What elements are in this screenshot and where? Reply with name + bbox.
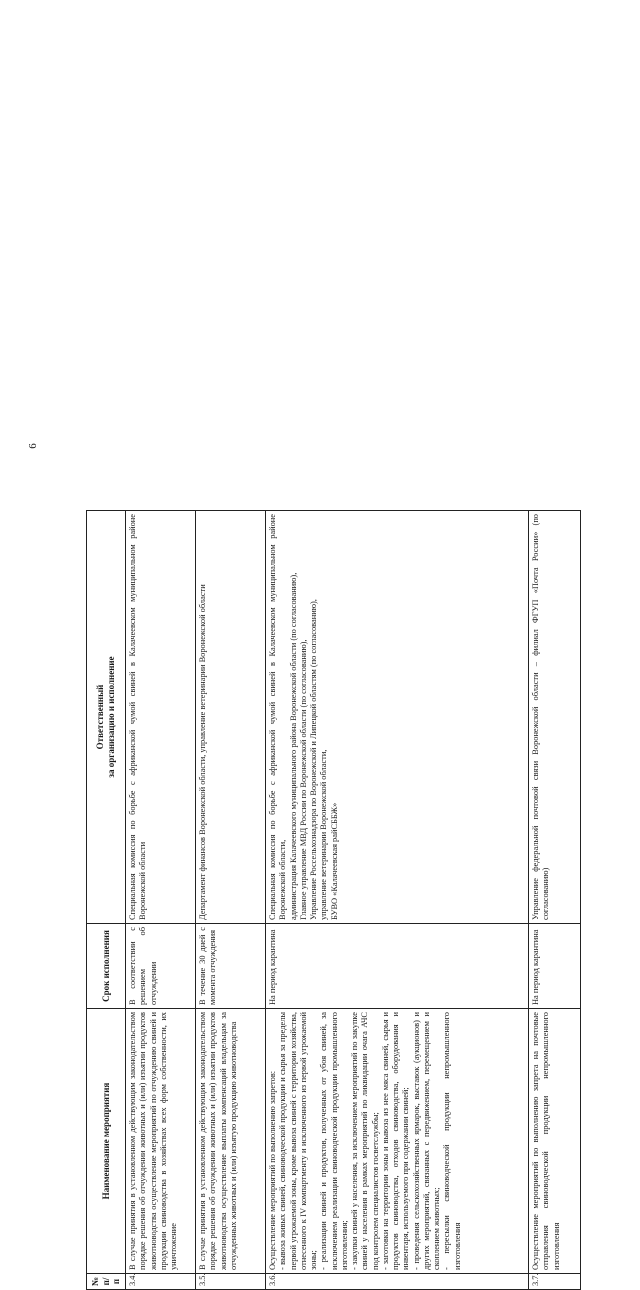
row-name-line: - реализации свиней и продуктов, полученных от убоя свиней, за исключением реализации свиноводческой продукции промышленного изготовления; [319,1012,349,1270]
header-term: Срок исполнения [87,924,126,1009]
table-header-row [87,511,126,1290]
header-resp-line2: за организацию и исполнение [106,656,116,778]
table-row [266,511,529,1290]
header-resp-line1: Ответственный [95,684,106,750]
row-term: В течение 30 дней с момента отчуждения [196,924,266,1009]
row-name-line: Осуществление мероприятий по выполнению запретов: [268,1070,277,1270]
row-term: На период карантина [266,924,529,1009]
row-name: Осуществление мероприятий по выполнению запрета на почтовые отправления свиноводческой продукции непромышленного изготовления [529,1009,581,1274]
row-resp [266,511,529,924]
table-row [196,511,266,1290]
measures-table-rotated [86,510,581,1290]
row-num: 3.6. [266,1274,529,1290]
page-number: 6 [26,443,39,449]
row-name: В случае принятия в установленном действующим законодательством порядке решения об отчуждении животных и (или) изъятии продуктов животноводства осуществление мероприятий по отчуждению свиней и продукции свиноводства в хозяйствах всех форм собственности, их уничтожение [126,1009,196,1274]
row-term: В соответствии с решением об отчуждении [126,924,196,1009]
row-num: 3.4. [126,1274,196,1290]
row-resp-line: управление ветеринарии Воронежской области, [319,749,329,920]
row-resp-line: Управление Россельхознадзора по Воронежской и Липецкой областям (по согласованию), [309,599,318,920]
row-resp: Специальная комиссия по борьбе с африканской чумой свиней в Калачеевском муниципальном районе Воронежской области [126,511,196,924]
row-name-line: - закупки свиней у населения, за исключением мероприятий по закупке свиней у населения в рамках мероприятий по ликвидации очага АЧС под контролем специалистов госветслужбы; [350,1012,380,1270]
row-resp-line: Главное управление МВД России по Воронежской области (по согласованию), [298,639,308,920]
row-name-line: - заготовки на территории зоны и вывоза из нее мяса свиней, сырья и продуктов свиноводства, отходов свиноводства, оборудования и инвентаря, используемого при содержании свиней; [380,1012,411,1270]
row-name [266,1009,529,1274]
row-num: 3.5. [196,1274,266,1290]
row-num: 3.7. [529,1274,581,1290]
header-resp [87,511,126,924]
row-resp: Управление федеральной почтовой связи Воронежской области – филиал ФГУП «Почта России» (по согласованию) [529,511,581,924]
measures-table [86,510,581,1290]
table-row [529,511,581,1290]
row-resp: Департамент финансов Воронежской области, управление ветеринарии Воронежской области [196,511,266,924]
row-resp-line: БУВО «Калачеевская райСББЖ» [329,802,339,920]
header-name: Наименование мероприятия [87,1009,126,1274]
row-name-line: - пересылки свиноводческой продукции непромышленного изготовления [442,1012,462,1270]
table-row [126,511,196,1290]
row-term: На период карантина [529,924,581,1009]
header-num: № п/п [87,1274,126,1290]
row-name-line: - вывоза живых свиней, свиноводческой продукции и сырья за пределы первой угрожаемой зоны, кроме вывоза свиней с территории хозяйства, отнесенного к IV компартменту и исключенного из первой угрожаемой зоны; [278,1012,318,1270]
row-name-line: - проведения сельскохозяйственных ярмарок, выставок (аукционов) и других мероприятий, связанных с передвижением, перемещением и скоплением животных; [411,1012,441,1270]
row-name: В случае принятия в установленном действующим законодательством порядке решения об отчуждении животных и (или) изъятии продуктов животноводства осуществление выплаты компенсаций владельцам за отчужденных животных и (или) изъятую продукцию животноводства [196,1009,266,1274]
row-resp-line: Специальная комиссия по борьбе с африканской чумой свиней в Калачеевском муниципальном районе Воронежской области, [268,514,288,920]
row-resp-line: администрация Калачеевского муниципального района Воронежской области (по согласованию), [288,572,298,920]
